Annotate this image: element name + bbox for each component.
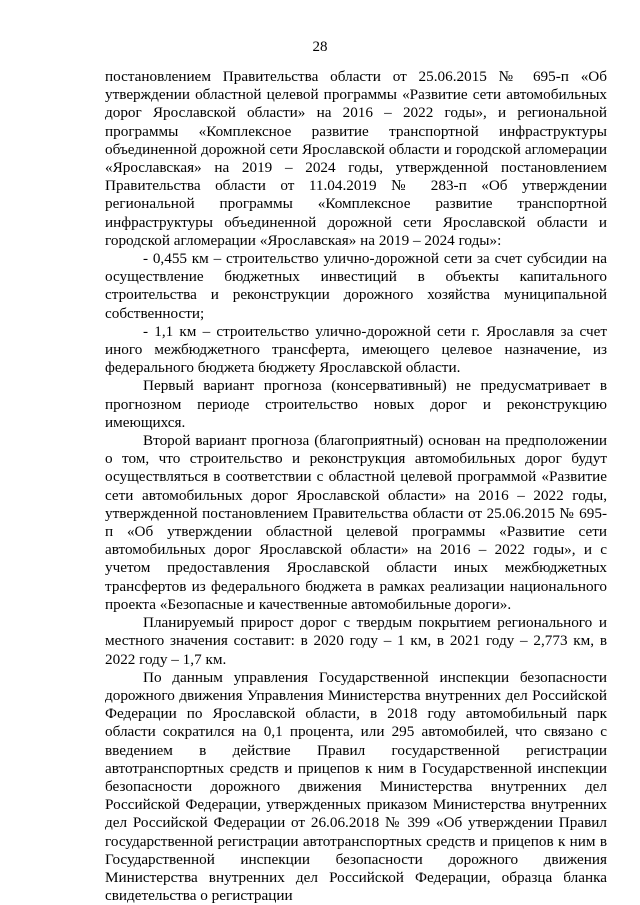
paragraph-continuation: постановлением Правительства области от 25.06.2015 № 695-п «Об утверждении областной целевой программы «Развитие сети автомобильных дорог Ярославской области» на 2016 – 2022 годы», и региональной программы «Комплексное развитие транспортной инфраструктуры объединенной дорожной сети Ярославской области и городской агломерации «Ярославская» на 2019 – 2024 годы, утвержденной постановлением Правительства области от 11.04.2019 № 283-п «Об утверждении региональной программы «Комплексное развитие транспортной инфраструктуры объединенной дорожной сети Ярославской области и городской агломерации «Ярославская» на 2019 – 2024 годы»: [105, 68, 607, 249]
paragraph-favorable-forecast: Второй вариант прогноза (благоприятный) основан на предположении о том, что строительство и реконструкция автомобильных дорог будут осуществляться в соответствии с областной целевой программой «Развитие сети автомобильных дорог Ярославской области» на 2016 – 2022 годы, утвержденной постановлением Правительства области от 25.06.2015 № 695-п «Об утверждении областной целевой программы «Развитие сети автомобильных дорог Ярославской области» на 2016 – 2022 годы», и с учетом предоставления Ярославской области иных межбюджетных трансфертов из федерального бюджета в рамках реализации национального проекта «Безопасные и качественные автомобильные дороги». [105, 432, 607, 613]
paragraph-list-item-1: - 0,455 км – строительство улично-дорожной сети за счет субсидии на осуществление бюджетных инвестиций в объекты капитального строительства и реконструкции дорожного хозяйства муниципальной собственности; [105, 250, 607, 322]
page-number: 28 [312, 39, 328, 55]
paragraph-conservative-forecast: Первый вариант прогноза (консервативный) не предусматривает в прогнозном периоде строительство новых дорог и реконструкцию имеющихся. [105, 377, 607, 431]
document-body [105, 68, 607, 905]
paragraph-list-item-2: - 1,1 км – строительство улично-дорожной сети г. Ярославля за счет иного межбюджетного трансферта, имеющего целевое назначение, из федерального бюджета бюджету Ярославской области. [105, 322, 607, 377]
paragraph-planned-growth: Планируемый прирост дорог с твердым покрытием регионального и местного значения составит: в 2020 году – 1 км, в 2021 году – 2,773 км, в 2022 году – 1,7 км. [105, 614, 607, 668]
paragraph-vehicle-fleet: По данным управления Государственной инспекции безопасности дорожного движения Управления Министерства внутренних дел Российской Федерации по Ярославской области, в 2018 году автомобильный парк области сократился на 0,1 процента, или 295 автомобилей, что связано с введением в действие Правил государственной регистрации автотранспортных средств и прицепов к ним в Государственной инспекции безопасности дорожного движения Министерства внутренних дел Российской Федерации, утвержденных приказом Министерства внутренних дел Российской Федерации от 26.06.2018 № 399 «Об утверждении Правил государственной регистрации автотранспортных средств и прицепов к ним в Государственной инспекции безопасности дорожного движения Министерства внутренних дел Российской Федерации, образца бланка свидетельства о регистрации [105, 668, 607, 905]
